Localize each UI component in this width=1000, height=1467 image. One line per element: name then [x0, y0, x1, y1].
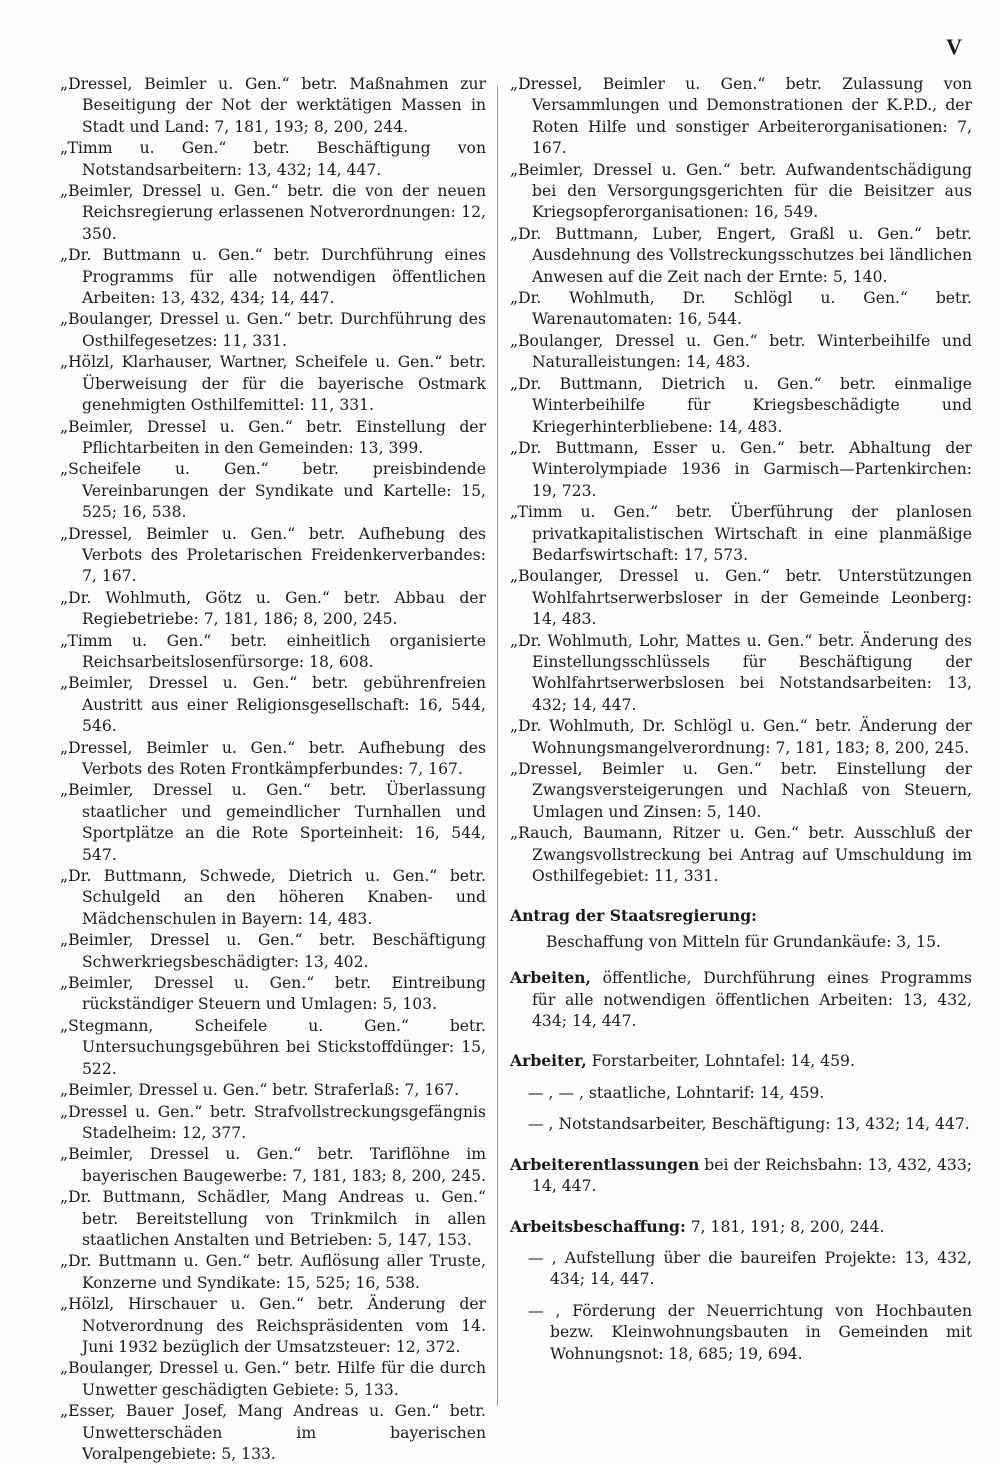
index-entry: „Boulanger, Dressel u. Gen.“ betr. Durchführung des Osthilfegesetzes: 11, 331. — [60, 310, 486, 350]
index-entry: „Rauch, Baumann, Ritzer u. Gen.“ betr. Ausschluß der Zwangsvollstreckung bei Antrag auf Umschuldung im Osthilfegebiet: 11, 331. — [510, 824, 972, 886]
index-entry: „Hölzl, Hirschauer u. Gen.“ betr. Änderung der Notverordnung des Reichspräsidenten vom 14. Juni 1932 bezüglich der Umsatzsteuer: 12, 372. — [60, 1295, 486, 1356]
heading-keyword: Arbeiten, — [510, 968, 591, 988]
index-entry: „Esser, Bauer Josef, Mang Andreas u. Gen.“ betr. Unwetterschäden im bayerischen Voralpengebiete: 5, 133. — [60, 1402, 486, 1463]
page-number: V — [946, 34, 962, 59]
index-entry: „Beimler, Dressel u. Gen.“ betr. Überlassung staatlicher und gemeindlicher Turnhallen und Sportplätze an die Rote Sporteinheit: 16, 544, 547. — [60, 781, 486, 864]
heading-keyword: Antrag der Staatsregierung: — [510, 906, 757, 926]
index-entry: „Dressel, Beimler u. Gen.“ betr. Einstellung der Zwangsversteigerungen und Nachlaß von Steuern, Umlagen und Zinsen: 5, 140. — [510, 760, 972, 821]
index-entry: „Dressel u. Gen.“ betr. Strafvollstreckungsgefängnis Stadelheim: 12, 377. — [60, 1102, 486, 1142]
index-entry: „Beimler, Dressel u. Gen.“ betr. Einstellung der Pflichtarbeiten in den Gemeinden: 13, 399. — [60, 417, 486, 457]
right-column — [510, 74, 972, 1375]
index-entry: „Dr. Wohlmuth, Dr. Schlögl u. Gen.“ betr. Änderung der Wohnungsmangelverordnung: 7, 181, 183; 8, 200, 245. — [510, 717, 972, 757]
entry-text: 7, 181, 191; 8, 200, 244. — [685, 1217, 885, 1236]
heading-keyword: Arbeiter, — [510, 1051, 587, 1071]
antrag-line: Beschaffung von Mitteln für Grundankäufe: 3, 15. — [546, 932, 941, 951]
index-entry: „Timm u. Gen.“ betr. Überführung der planlosen privatkapitalistischen Wirtschaft in eine planmäßige Bedarfswirtschaft: 17, 573. — [510, 503, 972, 564]
entry-text: öffentliche, Durchführung eines Programms für alle notwendigen öffentlichen Arbeiten: 13, 432, 434; 14, 447. — [532, 969, 972, 1031]
index-entry: „Dressel, Beimler u. Gen.“ betr. Maßnahmen zur Beseitigung der Not der werktätigen Massen in Stadt und Land: 7, 181, 193; 8, 200, 244. — [60, 75, 486, 136]
index-entry: „Stegmann, Scheifele u. Gen.“ betr. Untersuchungsgebühren bei Stickstoffdünger: 15, 522. — [60, 1016, 486, 1078]
index-entry: „Dressel, Beimler u. Gen.“ betr. Aufhebung des Verbots des Proletarischen Freidenkerverbandes: 7, 167. — [60, 524, 486, 586]
heading-keyword: Arbeiterentlassungen — [510, 1154, 700, 1174]
entry-text: bei der Reichsbahn: 13, 432, 433; 14, 447. — [532, 1155, 972, 1196]
index-entry: „Scheifele u. Gen.“ betr. preisbindende Vereinbarungen der Syndikate und Kartelle: 15, 525; 16, 538. — [60, 460, 486, 522]
index-entry: „Timm u. Gen.“ betr. einheitlich organisierte Reichsarbeitslosenfürsorge: 18, 608. — [60, 631, 486, 671]
index-entry: „Beimler, Dressel u. Gen.“ betr. Tariflöhne im bayerischen Baugewerbe: 7, 181, 183; 8, 200, 245. — [60, 1145, 486, 1185]
sub-entry: — , Förderung der Neuerrichtung von Hochbauten bezw. Kleinwohnungsbauten in Gemeinden mit Wohnungsnot: 18, 685; 19, 694. — [528, 1301, 972, 1363]
sub-entry: — , Aufstellung über die baureifen Projekte: 13, 432, 434; 14, 447. — [528, 1248, 972, 1289]
index-entry-arbeitsbeschaffung — [510, 1216, 972, 1238]
index-entry: „Beimler, Dressel u. Gen.“ betr. Beschäftigung Schwerkriegsbeschädigter: 13, 402. — [60, 931, 486, 971]
entry-text: Forstarbeiter, Lohntafel: 14, 459. — [586, 1052, 855, 1071]
index-entry: „Timm u. Gen.“ betr. Beschäftigung von Notstandsarbeitern: 13, 432; 14, 447. — [60, 139, 486, 179]
index-entry: „Boulanger, Dressel u. Gen.“ betr. Unterstützungen Wohlfahrtserwerbsloser in der Gemeinde Leonberg: 14, 483. — [510, 567, 972, 629]
section-heading-antrag — [510, 905, 972, 927]
index-entry: „Dr. Buttmann, Esser u. Gen.“ betr. Abhaltung der Winterolympiade 1936 in Garmisch—Partenkirchen: 19, 723. — [510, 438, 972, 500]
index-entry: „Dr. Buttmann, Schwede, Dietrich u. Gen.“ betr. Schulgeld an den höheren Knaben- und Mädchenschulen in Bayern: 14, 483. — [60, 867, 486, 928]
index-entry: „Beimler, Dressel u. Gen.“ betr. gebührenfreien Austritt aus einer Religionsgesellschaft: 16, 544, 546. — [60, 674, 486, 736]
index-entry-arbeiterentlassungen — [510, 1154, 972, 1198]
index-entry: „Beimler, Dressel u. Gen.“ betr. die von der neuen Reichsregierung erlassenen Notverordnungen: 12, 350. — [60, 182, 486, 243]
index-entry: „Boulanger, Dressel u. Gen.“ betr. Hilfe für die durch Unwetter geschädigten Gebiete: 5, 133. — [60, 1359, 486, 1399]
heading-keyword: Arbeitsbeschaffung: — [510, 1216, 686, 1236]
index-entry: „Beimler, Dressel u. Gen.“ betr. Aufwandentschädigung bei den Versorgungsgerichten für die Beisitzer aus Kriegsopferorganisationen: 16, 549. — [510, 160, 972, 222]
index-entry: „Dressel, Beimler u. Gen.“ betr. Aufhebung des Verbots des Roten Frontkämpferbundes: 7, 167. — [60, 738, 486, 778]
index-entry: „Dr. Wohlmuth, Götz u. Gen.“ betr. Abbau der Regiebetriebe: 7, 181, 186; 8, 200, 245. — [60, 588, 486, 629]
index-entry: „Beimler, Dressel u. Gen.“ betr. Straferlaß: 7, 167. — [60, 1081, 460, 1100]
index-entry: „Dr. Buttmann, Dietrich u. Gen.“ betr. einmalige Winterbeihilfe für Kriegsbeschädigte und Kriegerhinterbliebene: 14, 483. — [510, 374, 972, 436]
index-entry: „Hölzl, Klarhauser, Wartner, Scheifele u. Gen.“ betr. Überweisung der für die bayerische Ostmark genehmigten Osthilfemittel: 11, 331. — [60, 353, 486, 415]
sub-entry: — , — , staatliche, Lohntarif: 14, 459. — [528, 1083, 825, 1102]
index-entry: „Dr. Wohlmuth, Lohr, Mattes u. Gen.“ betr. Änderung des Einstellungsschlüssels für Beschäftigung der Wohlfahrtserwerbslosen bei Notstandsarbeiten: 13, 432; 14, 447. — [510, 631, 972, 714]
index-entry: „Dr. Buttmann, Luber, Engert, Graßl u. Gen.“ betr. Ausdehnung des Vollstreckungsschutzes bei ländlichen Anwesen auf die Zeit nach der Ernte: 5, 140. — [510, 224, 972, 286]
index-entry-arbeiter — [510, 1050, 972, 1072]
index-entry: „Dr. Buttmann u. Gen.“ betr. Auflösung aller Truste, Konzerne und Syndikate: 15, 525; 16, 538. — [60, 1252, 486, 1292]
index-entry: „Boulanger, Dressel u. Gen.“ betr. Winterbeihilfe und Naturalleistungen: 14, 483. — [510, 331, 972, 372]
index-entry: „Dressel, Beimler u. Gen.“ betr. Zulassung von Versammlungen und Demonstrationen der K.P.D., der Roten Hilfe und sonstiger Arbeiterorganisationen: 7, 167. — [510, 75, 972, 158]
index-entry: „Dr. Wohlmuth, Dr. Schlögl u. Gen.“ betr. Warenautomaten: 16, 544. — [510, 289, 972, 329]
column-divider — [497, 86, 498, 1406]
index-entry: „Beimler, Dressel u. Gen.“ betr. Eintreibung rückständiger Steuern und Umlagen: 5, 103. — [60, 974, 486, 1014]
sub-entry: — , Notstandsarbeiter, Beschäftigung: 13, 432; 14, 447. — [528, 1115, 970, 1134]
index-entry: „Dr. Buttmann, Schädler, Mang Andreas u. Gen.“ betr. Bereitstellung von Trinkmilch in allen staatlichen Anstalten und Betrieben: 5, 147, 153. — [60, 1188, 486, 1249]
index-entry-arbeiten — [510, 967, 972, 1032]
left-column — [60, 74, 486, 1465]
index-entry: „Dr. Buttmann u. Gen.“ betr. Durchführung eines Programms für alle notwendigen öffentlichen Arbeiten: 13, 432, 434; 14, 447. — [60, 246, 486, 308]
